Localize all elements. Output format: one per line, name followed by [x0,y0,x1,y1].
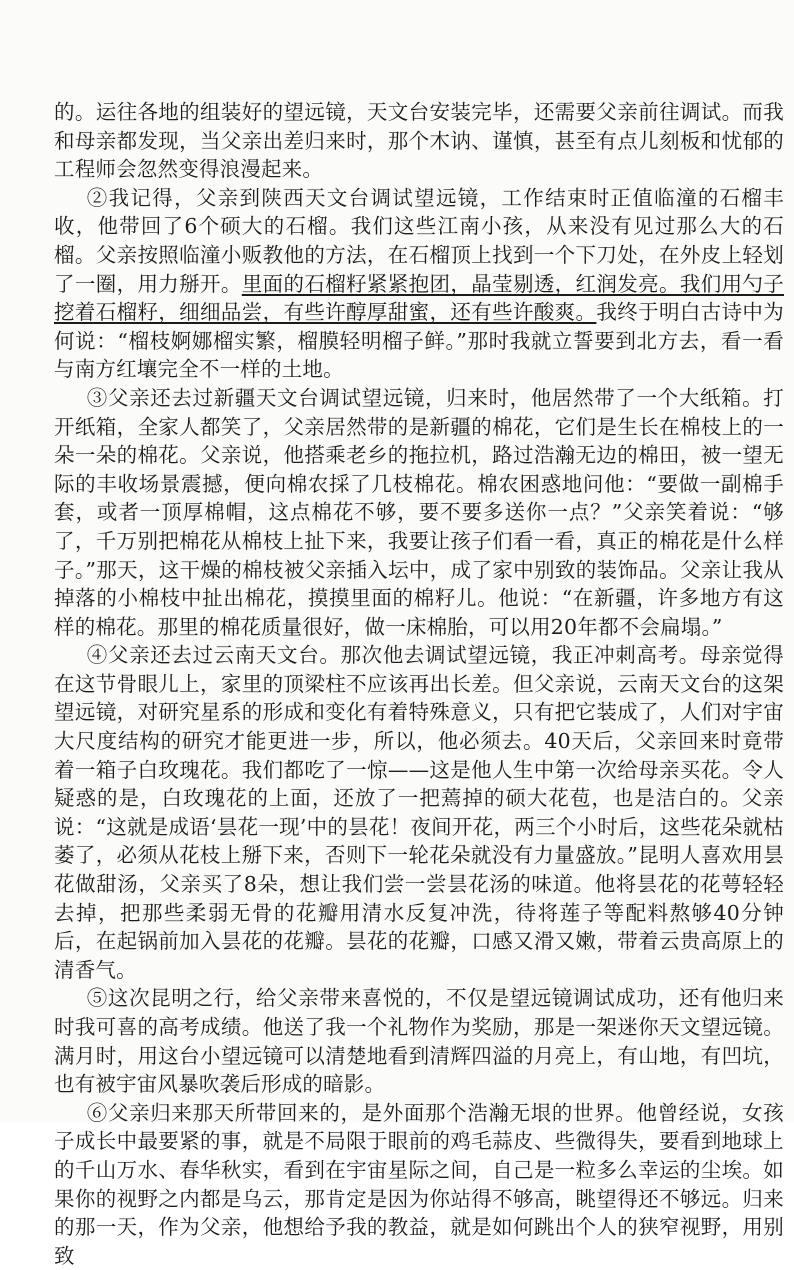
paragraph-text: ③父亲还去过新疆天文台调试望远镜，归来时，他居然带了一个大纸箱。打开纸箱，全家人都笑了，父亲居然带的是新疆的棉花，它们是生长在棉枝上的一朵一朵的棉花。父亲说，他搭乘老乡的拖拉机，路过浩瀚无边的棉田，被一望无际的丰收场景震撼，便向棉农採了几枝棉花。棉农困惑地问他：“要做一副棉手套，或者一顶厚棉帽，这点棉花不够，要不要多送你一点？”父亲笑着说：“够了，千万别把棉花从棉枝上扯下来，我要让孩子们看一看，真正的棉花是什么样子。”那天，这干燥的棉枝被父亲插入坛中，成了家中别致的装饰品。父亲让我从掉落的小棉枝中扯出棉花，摸摸里面的棉籽儿。他说：“在新疆，许多地方有这样的棉花。那里的棉花质量很好，做一床棉胎，可以用20年都不会扁塌。” [54,385,784,639]
paragraph-text: 我终于明白古诗中为何说：“榴枝婀娜榴实繁，榴膜轻明榴子鲜。”那时我就立誓要到北方去，看一看与南方红壤完全不一样的土地。 [54,300,784,382]
paragraph-4-epiphyllum [54,641,784,984]
paragraph-2-pomegranate [54,184,784,384]
article-body [54,98,784,1270]
paragraph-text: ④父亲还去过云南天文台。那次他去调试望远镜，我正冲刺高考。母亲觉得在这节骨眼儿上，家里的顶梁柱不应该再出长差。但父亲说，云南天文台的这架望远镜，对研究星系的形成和变化有着特殊意义，只有把它装成了，人们对宇宙大尺度结构的研究才能更进一步，所以，他必须去。40天后，父亲回来时竟带着一箱子白玫瑰花。我们都吃了一惊——这是他人生中第一次给母亲买花。令人疑惑的是，白玫瑰花的上面，还放了一把蔫掉的硕大花苞，也是洁白的。父亲说：“这就是成语‘昙花一现’中的昙花！夜间开花，两三个小时后，这些花朵就枯萎了，必须从花枝上掰下来，否则下一轮花朵就没有力量盛放。”昆明人喜欢用昙花做甜汤，父亲买了8朵，想让我们尝一尝昙花汤的味道。他将昙花的花萼轻轻去掉，把那些柔弱无骨的花瓣用清水反复冲洗，待将莲子等配料熬够40分钟后，在起锅前加入昙花的花瓣。昙花的花瓣，口感又滑又嫩，带着云贵高原上的清香气。 [54,643,784,982]
paragraph-text: 的。运往各地的组装好的望远镜，天文台安装完毕，还需要父亲前往调试。而我和母亲都发现，当父亲出差归来时，那个木讷、谨慎，甚至有点儿刻板和忧郁的工程师会忽然变得浪漫起来。 [54,100,784,182]
paragraph-5-telescope-gift [54,984,784,1098]
paragraph-text: ⑤这次昆明之行，给父亲带来喜悦的，不仅是望远镜调试成功，还有他归来时我可喜的高考成绩。他送了我一个礼物作为奖励，那是一架迷你天文望远镜。满月时，用这台小望远镜可以清楚地看到清辉四溢的月亮上，有山地，有凹坑，也有被宇宙风暴吹袭后形成的暗影。 [54,986,784,1097]
underlined-sentence: 里面的石榴籽紧紧抱团，晶莹剔透，红润发亮。我们用勺子挖着石榴籽，细细品尝，有些许醇厚甜蜜，还有些许酸爽。 [54,271,784,325]
paragraph-text: ②我记得，父亲到陕西天文台调试望远镜，工作结束时正值临潼的石榴丰收，他带回了6个硕大的石榴。我们这些江南小孩，从来没有见过那么大的石榴。父亲按照临潼小贩教他的方法，在石榴顶上找到一个下刀处，在外皮上轻划了一圈，用力掰开。 [54,185,784,296]
paragraph-continuation [54,98,784,184]
paragraph-6-world [54,1099,784,1270]
paragraph-3-cotton [54,384,784,641]
paragraph-text: ⑥父亲归来那天所带回来的，是外面那个浩瀚无垠的世界。他曾经说，女孩子成长中最要紧的事，就是不局限于眼前的鸡毛蒜皮、些微得失，要看到地球上的千山万水、春华秋实，看到在宇宙星际之间，自己是一粒多么幸运的尘埃。如果你的视野之内都是乌云，那肯定是因为你站得不够高，眺望得还不够远。归来的那一天，作为父亲，他想给予我的教益，就是如何跳出个人的狭窄视野，用别致 [54,1100,784,1268]
